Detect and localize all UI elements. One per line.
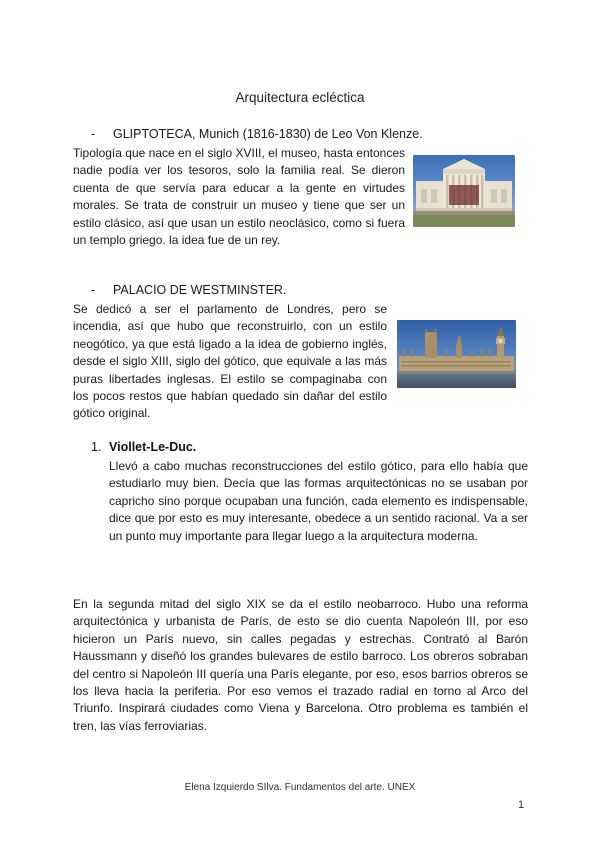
section-heading-gliptoteca bbox=[91, 127, 423, 141]
bullet-dash: - bbox=[91, 283, 96, 297]
section-heading-text: GLIPTOTECA, Munich (1816-1830) de Leo Von Klenze. bbox=[113, 127, 423, 141]
list-number: 1. bbox=[91, 440, 102, 454]
section-heading-text: PALACIO DE WESTMINSTER. bbox=[113, 283, 287, 297]
paragraph-gliptoteca: Tipología que nace en el siglo XVIII, el museo, hasta entonces nadie podía ver los tesoros, solo la familia real. Se dieron cuenta de que servía para educar a la gente en virtudes morales. Se trata de construir un museo y tiene que ser un estilo clásico, así que usan un estilo neoclásico, como si fuera un templo griego. la idea fue de un rey. bbox=[73, 146, 405, 248]
glyptothek-photo bbox=[413, 155, 515, 227]
westminster-image bbox=[397, 320, 516, 388]
glyptothek-image bbox=[413, 155, 515, 227]
page-number: 1 bbox=[518, 799, 525, 811]
paragraph-neobarroco: En la segunda mitad del siglo XIX se da el estilo neobarroco. Hubo una reforma arquitectónica y urbanista de París, de esto se dio cuenta Napoleón III, por eso hicieron un París nuevo, sin calles pegadas y estrechas. Contrató al Barón Haussmann y diseñó los grandes bulevares de estilo barroco. Los obreros sobraban del centro si Napoleón III quería una París elegante, por eso, esos barrios obreros se los lleva hacia la periferia. Por eso vemos el trazado radial en torno al Arco del Triunfo. Inspirará ciudades como Viena y Barcelona. Otro problema es también el tren, las vías ferroviarias. bbox=[73, 597, 528, 733]
paragraph-viollet: Llevó a cabo muchas reconstrucciones del estilo gótico, para ello había que estudiarlo muy bien. Decía que las formas arquitectónicas no se usaban por capricho sino porque ocupaban una función, cada elemento es indispensable, dice que por esto es muy interesante, obedece a un sentido racional. Va a ser un punto muy importante para llegar luego a la arquitectura moderna. bbox=[109, 459, 528, 543]
section-heading-westminster bbox=[91, 283, 286, 297]
westminster-photo bbox=[397, 320, 516, 388]
page-title: Arquitectura ecléctica bbox=[235, 90, 365, 105]
page-footer: Elena Izquierdo SIlva. Fundamentos del arte. UNEX bbox=[184, 782, 416, 793]
bullet-dash: - bbox=[91, 127, 96, 141]
numbered-heading-text: Viollet-Le-Duc. bbox=[109, 440, 197, 454]
numbered-heading-viollet bbox=[91, 440, 196, 454]
paragraph-westminster: Se dedicó a ser el parlamento de Londres, pero se incendia, así que hubo que reconstruirlo, con un estilo neogótico, ya que está ligado a la idea de gobierno inglés, desde el siglo XIII, siglo del gótico, que equivale a las más puras libertades inglesas. El estilo se compaginaba con los pocos restos que habían quedado sin dañar del estilo gótico original. bbox=[73, 302, 387, 421]
